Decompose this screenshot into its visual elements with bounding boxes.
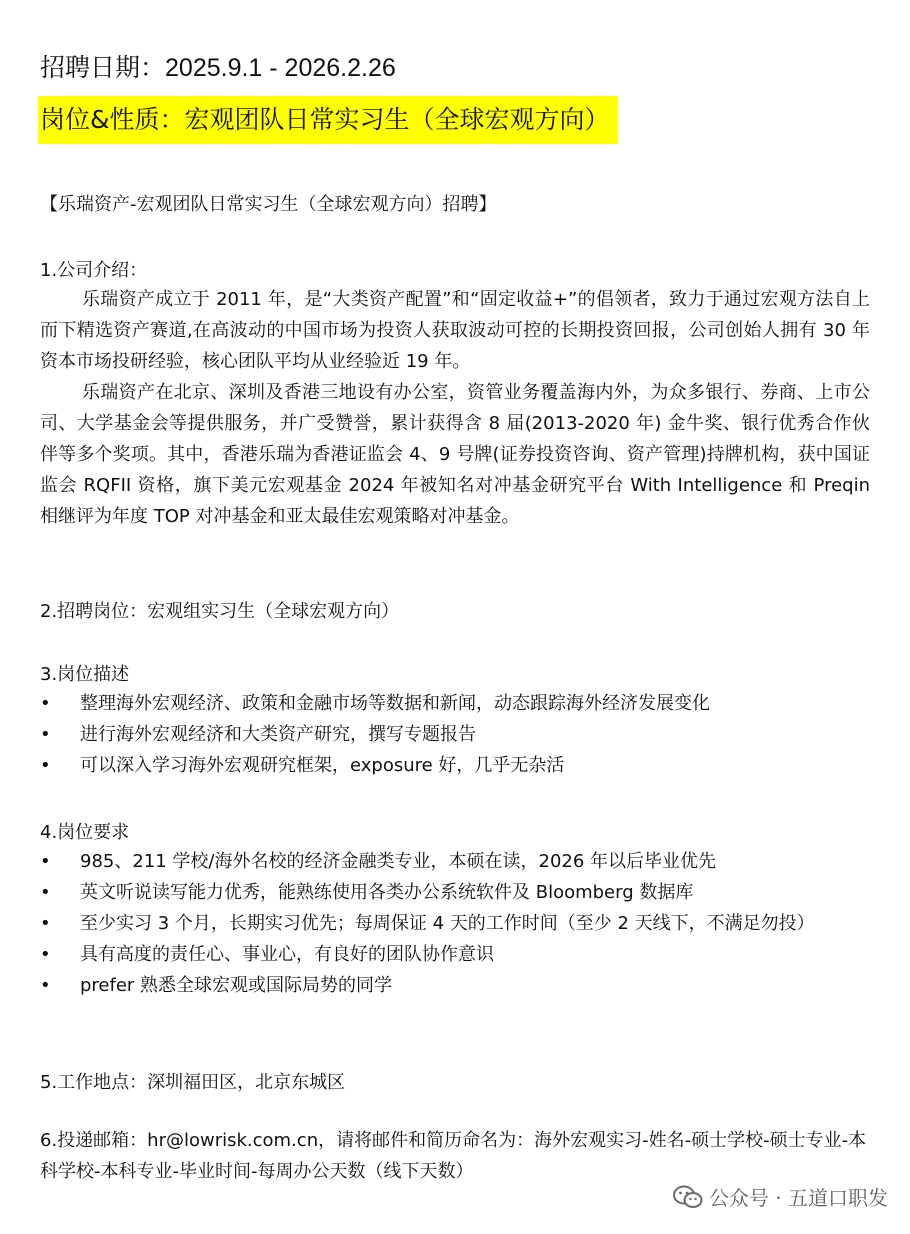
- list-item: [40, 846, 870, 877]
- bullet-icon: •: [40, 755, 51, 776]
- recruitment-heading: 【乐瑞资产-宏观团队日常实习生（全球宏观方向）招聘】: [40, 194, 497, 215]
- list-item-text: 英文听说读写能力优秀，能熟练使用各类办公系统软件及 Bloomberg 数据库: [80, 882, 694, 903]
- list-item: [40, 750, 870, 781]
- list-item: [40, 908, 870, 939]
- date-label: 招聘日期：: [40, 53, 166, 82]
- list-item: [40, 939, 870, 970]
- requirements-list: [40, 846, 870, 1001]
- list-item-text: 至少实习 3 个月，长期实习优先；每周保证 4 天的工作时间（至少 2 天线下，不满足勿投）: [80, 913, 815, 934]
- intro-paragraph-2: 乐瑞资产在北京、深圳及香港三地设有办公室，资管业务覆盖海内外，为众多银行、券商、上市公司、大学基金会等提供服务，并广受赞誉，累计获得含 8 届(2013-2020 年) 金牛奖、银行优秀合作伙伴等多个奖项。其中，香港乐瑞为香港证监会 4、9 号牌(证券投资咨询、资产管理)持牌机构，获中国证监会 RQFII 资格，旗下美元宏观基金 2024 年被知名对冲基金研究平台 With Intelligence 和 Preqin 相继评为年度 TOP 对冲基金和亚太最佳宏观策略对冲基金。: [40, 382, 870, 527]
- list-item: [40, 719, 870, 750]
- location-section: 5.工作地点：深圳福田区，北京东城区: [40, 1072, 346, 1093]
- list-item: [40, 877, 870, 908]
- bullet-icon: •: [40, 724, 51, 745]
- requirements-section-title: 4.岗位要求: [40, 822, 130, 843]
- list-item: [40, 688, 870, 719]
- position-title-highlight: 岗位&性质：宏观团队日常实习生（全球宏观方向）: [38, 96, 618, 144]
- watermark-text: 公众号 · 五道口职发: [708, 1186, 888, 1210]
- description-section-title: 3.岗位描述: [40, 664, 130, 685]
- list-item-text: 整理海外宏观经济、政策和金融市场等数据和新闻，动态跟踪海外经济发展变化: [80, 693, 710, 714]
- bullet-icon: •: [40, 693, 51, 714]
- description-list: [40, 688, 870, 781]
- position-section: 2.招聘岗位：宏观组实习生（全球宏观方向）: [40, 601, 400, 622]
- bullet-icon: •: [40, 913, 51, 934]
- email-section: 6.投递邮箱：hr@lowrisk.com.cn，请将邮件和简历命名为：海外宏观实习-姓名-硕士学校-硕士专业-本科学校-本科专业-毕业时间-每周办公天数（线下天数）: [40, 1130, 867, 1182]
- list-item-text: 可以深入学习海外宏观研究框架，exposure 好，几乎无杂活: [80, 755, 565, 776]
- date-value: 2025.9.1 - 2026.2.26: [165, 54, 396, 82]
- intro-paragraph-1: 乐瑞资产成立于 2011 年，是“大类资产配置”和“固定收益+”的倡领者，致力于通过宏观方法自上而下精选资产赛道,在高波动的中国市场为投资人获取波动可控的长期投资回报，公司创始人拥有 30 年资本市场投研经验，核心团队平均从业经验近 19 年。: [40, 289, 870, 372]
- bullet-icon: •: [40, 944, 51, 965]
- list-item-text: prefer 熟悉全球宏观或国际局势的同学: [80, 975, 393, 996]
- recruitment-date: [40, 48, 396, 84]
- intro-section-title: 1.公司介绍：: [40, 260, 148, 281]
- list-item-text: 具有高度的责任心、事业心，有良好的团队协作意识: [80, 944, 494, 965]
- bullet-icon: •: [40, 975, 51, 996]
- list-item-text: 985、211 学校/海外名校的经济金融类专业，本硕在读，2026 年以后毕业优先: [80, 851, 717, 872]
- list-item-text: 进行海外宏观经济和大类资产研究，撰写专题报告: [80, 724, 476, 745]
- wechat-icon: [673, 1184, 703, 1210]
- bullet-icon: •: [40, 851, 51, 872]
- list-item: [40, 970, 870, 1001]
- watermark: [673, 1182, 888, 1211]
- bullet-icon: •: [40, 882, 51, 903]
